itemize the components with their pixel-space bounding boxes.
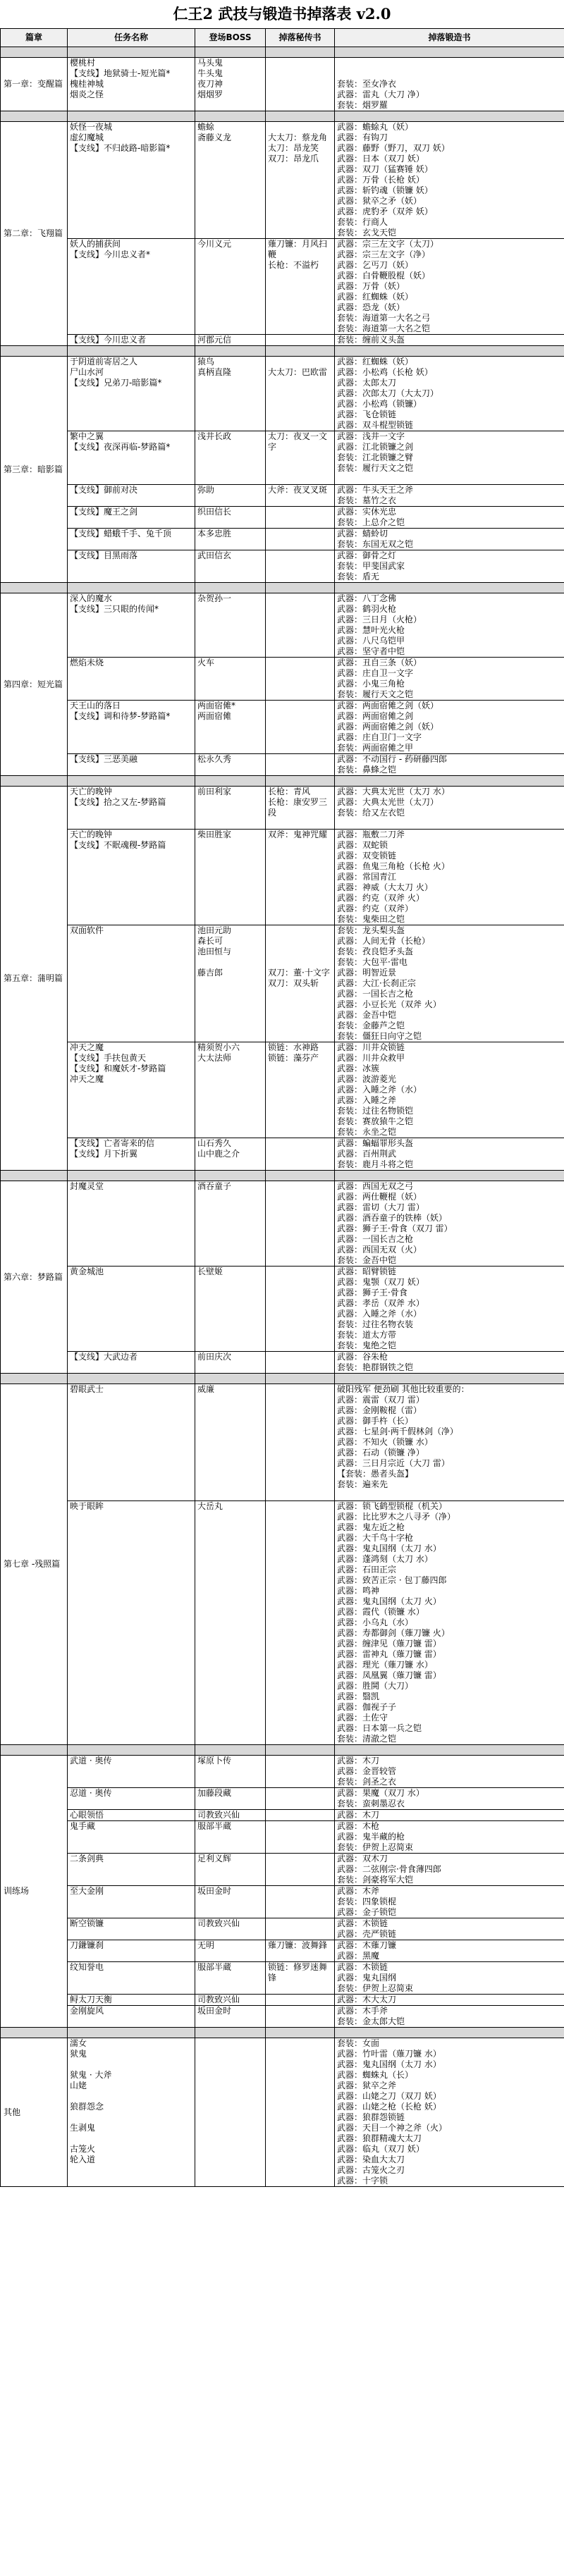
boss-cell: 织田信长	[195, 507, 266, 529]
mission-cell: 濡女 狱鬼 狱鬼 · 大斧 山姥 狼群怨念 生剥鬼 古笼火 轮入道	[68, 2038, 195, 2187]
separator-cell	[335, 1745, 564, 1756]
secret-cell	[266, 701, 335, 754]
boss-cell: 大岳丸	[195, 1501, 266, 1745]
chapter-separator	[1, 47, 564, 58]
secret-cell	[266, 1810, 335, 1821]
boss-cell: 司教致兴仙	[195, 1995, 266, 2006]
separator-cell	[335, 47, 564, 58]
separator-cell	[266, 1374, 335, 1384]
mission-cell: 燃焰未烧	[68, 658, 195, 701]
secret-cell	[266, 1384, 335, 1501]
separator-cell	[1, 583, 68, 593]
boss-cell: 河郡元信	[195, 335, 266, 346]
header-mission: 任务名称	[68, 29, 195, 47]
secret-cell	[266, 1788, 335, 1810]
chapter-name: 第七章 -残照篇	[1, 1384, 68, 1745]
forge-cell: 武器：川井众锁链 武器：川井众救甲 武器：冰簇 武器：波游菱光 武器：入睡之斧（水） 武器：入睡之斧 套装：过往名物锁铠 套装：赛放猿牛之铠 套装：永坐之铠	[335, 1042, 564, 1138]
separator-cell	[335, 111, 564, 122]
secret-cell	[266, 1756, 335, 1788]
forge-cell: 武器：木刀 武器：金晋较管 套装：剑圣之衣	[335, 1756, 564, 1788]
forge-cell: 武器：宗三左文字（太刀） 武器：宗三左文字（净） 武器：乞丐刀（妖） 武器：白骨鞭股棍（妖） 武器：万骨（妖） 武器：红蜘蛛（妖） 武器：恐龙（妖） 套装：海道第一大名之弓 套装：海道第一大名之铠	[335, 239, 564, 335]
boss-cell: 池田元助 森长可 池田恒与 藤吉郎	[195, 925, 266, 1042]
table-row	[1, 550, 564, 583]
table-row	[1, 1962, 564, 1995]
table-row	[1, 658, 564, 701]
separator-cell	[195, 1171, 266, 1181]
mission-cell: 【支线】御前对决	[68, 485, 195, 507]
separator-cell	[1, 1171, 68, 1181]
mission-cell: 【支线】三恶美融	[68, 754, 195, 776]
forge-cell: 武器：木大太刀	[335, 1995, 564, 2006]
secret-cell: 锁链：修罗迷舞锋	[266, 1962, 335, 1995]
mission-cell: 二条剑典	[68, 1854, 195, 1886]
mission-cell: 至大金刚	[68, 1886, 195, 1918]
secret-cell: 大太刀：蔡龙角 太刀：昂龙笑 双刀：昂龙爪	[266, 122, 335, 239]
table-row	[1, 787, 564, 830]
forge-cell: 武器：蝙蝠罪形头盔 武器：百州荆武 套装：鹿月斗将之铠	[335, 1138, 564, 1171]
mission-cell: 双面软件	[68, 925, 195, 1042]
forge-cell: 武器：浅井一文字 武器：江北锁镰之剑 套装：江北锁镰之臂 套装：履行天文之铠	[335, 431, 564, 485]
table-row	[1, 1352, 564, 1374]
secret-cell	[266, 58, 335, 111]
boss-cell: 杂贺孙一	[195, 593, 266, 658]
forge-cell: 武器：木手斧 套装：金太郎大铠	[335, 2006, 564, 2028]
mission-cell: 鬼手藏	[68, 1821, 195, 1854]
boss-cell: 前田利家	[195, 787, 266, 830]
separator-cell	[1, 776, 68, 787]
header-chapter: 篇章	[1, 29, 68, 47]
mission-cell: 于阴道前寄居之人 尸山水河 【支线】兄弟刀-暗影篇*	[68, 357, 195, 431]
mission-cell: 鲟太刀天衡	[68, 1995, 195, 2006]
secret-cell	[266, 658, 335, 701]
table-row	[1, 529, 564, 550]
secret-cell: 锁链：水神路 锁链：藻芬产	[266, 1042, 335, 1138]
mission-cell: 【支线】大武边者	[68, 1352, 195, 1374]
separator-cell	[335, 2028, 564, 2038]
table-row	[1, 830, 564, 925]
chapter-name: 第四章：短光篇	[1, 593, 68, 776]
chapter-name: 第二章：飞翔篇	[1, 122, 68, 346]
separator-cell	[1, 47, 68, 58]
secret-cell	[266, 550, 335, 583]
separator-cell	[195, 776, 266, 787]
separator-cell	[68, 1745, 195, 1756]
mission-cell: 心眼领悟	[68, 1810, 195, 1821]
separator-cell	[68, 47, 195, 58]
chapter-name: 训练场	[1, 1756, 68, 2028]
table-row	[1, 507, 564, 529]
table-row	[1, 2006, 564, 2028]
separator-cell	[335, 346, 564, 357]
chapter-separator	[1, 2028, 564, 2038]
mission-cell: 封魔灵堂	[68, 1181, 195, 1267]
forge-cell: 武器：红蜘蛛（妖） 武器：小松鸡（长枪 妖） 武器：太郎太刀 武器：次郎太刀（大太刀） 武器：小松鸡（锁镰） 武器：飞仓锁链 武器：双斗棍型锁链	[335, 357, 564, 431]
chapter-name: 第五章：蒲明篇	[1, 787, 68, 1171]
separator-cell	[1, 346, 68, 357]
secret-cell: 薙刀镰：月风扫鞭 长枪：不溢朽	[266, 239, 335, 335]
separator-cell	[68, 776, 195, 787]
boss-cell: 马头鬼 牛头鬼 夜刀神 烟烟罗	[195, 58, 266, 111]
separator-cell	[68, 1374, 195, 1384]
secret-cell	[266, 1138, 335, 1171]
boss-cell	[195, 2038, 266, 2187]
boss-cell: 两面宿傩* 两面宿傩	[195, 701, 266, 754]
forge-cell: 武器：昭臂锁链 武器：鬼颚（双刀 妖） 武器：狮子王·骨食 武器：孝岳（双斧 水） 武器：入睡之斧（水） 套装：过往名物衣装 套装：道太方带 套装：鬼绝之铠	[335, 1267, 564, 1352]
table-row	[1, 485, 564, 507]
table-row	[1, 58, 564, 111]
table-row	[1, 2038, 564, 2187]
boss-cell: 无明	[195, 1940, 266, 1962]
separator-cell	[266, 111, 335, 122]
header-boss: 登场BOSS	[195, 29, 266, 47]
page-title: 仁王2 武技与锻造书掉落表 v2.0	[173, 5, 391, 23]
forge-cell: 武器：丑自三条（妖） 武器：庄自卫一文字 武器：小鬼三角枪 套装：履行天文之铠	[335, 658, 564, 701]
table-row	[1, 1267, 564, 1352]
forge-cell: 武器：果魔（双刀 水） 套装：蛮刺墨忍衣	[335, 1788, 564, 1810]
forge-cell: 武器：木枪 武器：鬼半藏的枪 套装：伊贺上忍简束	[335, 1821, 564, 1854]
chapter-name: 第三章：暗影篇	[1, 357, 68, 583]
boss-cell: 服部半蔵	[195, 1962, 266, 1995]
forge-cell: 套装：龙头梨头盔 武器：人间无骨（长枪） 套装：孜良铠矛头盔 套装：大包平·雷电 武器：明智近景 武器：大江·长刹正宗 武器：一国长吉之枪 武器：小豆长光（双斧 火） 武器：金吾中铠 套装：金藤芦之铠 套装：僵狂日向守之铠	[335, 925, 564, 1042]
separator-cell	[195, 111, 266, 122]
table-row	[1, 1918, 564, 1940]
forge-cell: 武器：不动国行 - 药研藤四郎 套装：鼻蜂之铠	[335, 754, 564, 776]
table-row	[1, 335, 564, 346]
forge-cell: 武器：西国无双之弓 武器：两仕鞭棍（妖） 武器：雷切（大刀 雷） 武器：酒吞童子的铁棒（妖） 武器：狮子王·骨食（双刀 雷） 武器：一国长吉之枪 武器：西国无双（火） 套装：金吾中铠	[335, 1181, 564, 1267]
forge-cell: 套装：至女净衣 武器：雷丸（大刀 净） 套装：烟罗羅	[335, 58, 564, 111]
secret-cell: 薙刀镰：波舞鋒	[266, 1940, 335, 1962]
separator-cell	[335, 1374, 564, 1384]
separator-cell	[195, 346, 266, 357]
separator-cell	[266, 346, 335, 357]
mission-cell: 冲天之魔 【支线】手扶包黄天 【支线】和魔妖才-梦路篇 冲天之魔	[68, 1042, 195, 1138]
secret-cell	[266, 1181, 335, 1267]
boss-cell: 本多忠胜	[195, 529, 266, 550]
mission-cell: 【支线】亡者寄来的信 【支线】月下折翼	[68, 1138, 195, 1171]
separator-cell	[1, 111, 68, 122]
table-row	[1, 122, 564, 239]
chapter-separator	[1, 346, 564, 357]
boss-cell: 威廉	[195, 1384, 266, 1501]
chapter-separator	[1, 111, 564, 122]
forge-cell: 武器：蜻蛉切 套装：东国无双之铠	[335, 529, 564, 550]
mission-cell: 金刚旋风	[68, 2006, 195, 2028]
mission-cell: 忍道 · 奥传	[68, 1788, 195, 1810]
table-row	[1, 1384, 564, 1501]
forge-cell: 武器：木锁链 武器：壳严锁链	[335, 1918, 564, 1940]
separator-cell	[68, 1171, 195, 1181]
separator-cell	[335, 583, 564, 593]
chapter-name: 第一章：变醒篇	[1, 58, 68, 111]
forge-cell: 武器：木锁链 武器：鬼丸国纲 套装：伊贺上忍简束	[335, 1962, 564, 1995]
separator-cell	[68, 583, 195, 593]
mission-cell: 妖人的捕获间 【支线】今川忠义者*	[68, 239, 195, 335]
mission-cell: 天亡的晚钟 【支线】不眠魂稷-梦路篇	[68, 830, 195, 925]
boss-cell: 武田信玄	[195, 550, 266, 583]
mission-cell: 刀鎌镰刹	[68, 1940, 195, 1962]
chapter-separator	[1, 1745, 564, 1756]
table-row	[1, 431, 564, 485]
boss-cell: 服部半蔵	[195, 1821, 266, 1854]
mission-cell: 天王山的落日 【支线】调和待梦-梦路篇*	[68, 701, 195, 754]
drop-table	[0, 28, 564, 2187]
secret-cell	[266, 1886, 335, 1918]
boss-cell: 坂田金时	[195, 1886, 266, 1918]
table-row	[1, 1940, 564, 1962]
separator-cell	[68, 346, 195, 357]
mission-cell: 【支线】魔王之剑	[68, 507, 195, 529]
separator-cell	[266, 2028, 335, 2038]
mission-cell: 碧眼武士	[68, 1384, 195, 1501]
forge-cell: 武器：牛头天王之斧 套装：墓竹之衣	[335, 485, 564, 507]
separator-cell	[195, 1745, 266, 1756]
forge-cell: 武器：御骨之灯 套装：甲斐国武家 套装：盾无	[335, 550, 564, 583]
secret-cell: 太刀：夜叉一文字	[266, 431, 335, 485]
forge-cell: 武器：八丁念佛 武器：鹤羽火枪 武器：三日月（火枪） 武器：慧叶光火枪 武器：八尺乌铠甲 武器：坚守者中铠	[335, 593, 564, 658]
forge-cell: 武器：两面宿傩之剑（妖） 武器：两面宿傩之剑 武器：两面宿傩之剑（妖） 武器：庄自卫门一文字 套装：两面宿傩之甲	[335, 701, 564, 754]
mission-cell: 深入的魔水 【支线】三只眼的传闻*	[68, 593, 195, 658]
forge-cell: 套装：缠前义头盔	[335, 335, 564, 346]
table-row	[1, 1138, 564, 1171]
table-row	[1, 1788, 564, 1810]
secret-cell: 双刀：董·十文字 双刀：双头斩	[266, 925, 335, 1042]
separator-cell	[335, 776, 564, 787]
forge-cell: 武器：蟾蜍丸（妖） 武器：有钩刀 武器：藤野（野刀，双刀 妖） 武器：日本（双刀 妖） 武器：双刀（猛赛锤 妖） 武器：万骨（长枪 妖） 武器：斩钓魂（锁镰 妖） 武器：狱卒之矛（妖） 武器：虎豹矛（双斧 妖） 套装：行商人 套装：玄戈天铠	[335, 122, 564, 239]
separator-cell	[68, 111, 195, 122]
secret-cell: 大太刀：巴欧雷	[266, 357, 335, 431]
table-row	[1, 1756, 564, 1788]
forge-cell: 武器：实休光忠 套装：上总介之铠	[335, 507, 564, 529]
mission-cell: 黄金城池	[68, 1267, 195, 1352]
secret-cell	[266, 1995, 335, 2006]
secret-cell: 双斧：鬼神咒耀	[266, 830, 335, 925]
header-row	[1, 29, 564, 47]
secret-cell	[266, 529, 335, 550]
table-row	[1, 701, 564, 754]
forge-cell: 武器：大典太光世（太刀 水） 武器：大典太光世（太刀） 套装：给又左衣铠	[335, 787, 564, 830]
table-row	[1, 593, 564, 658]
forge-cell: 套装：女面 武器：竹叶雷（薙刀镰 水） 武器：鬼丸国纲（太刀 水） 武器：蜘蛛丸（长） 武器：狱卒之斧 武器：山姥之刀（双刀 妖） 武器：山姥之枪（长枪 妖） 武器：狼群怨锁链 武器：天目一个神之斧（火） 武器：狼群精魂大太刀 武器：临丸（双刀 妖） 武器：染血大太刀 武器：古笼火之刃 武器：十字锁	[335, 2038, 564, 2187]
boss-cell: 前田庆次	[195, 1352, 266, 1374]
boss-cell: 司教致兴仙	[195, 1918, 266, 1940]
forge-cell: 武器：双木刀 武器：二弦刚宗·骨食薄四郎 套装：剑豪将军大铠	[335, 1854, 564, 1886]
boss-cell: 火车	[195, 658, 266, 701]
secret-cell	[266, 593, 335, 658]
secret-cell: 大斧：夜叉叉斑	[266, 485, 335, 507]
separator-cell	[195, 47, 266, 58]
mission-cell: 妖怪一夜城 虚幻魔城 【支线】不归歧路-暗影篇*	[68, 122, 195, 239]
table-row	[1, 1501, 564, 1745]
forge-cell: 武器：木斧 套装：四象锁棍 武器：金子锁铠	[335, 1886, 564, 1918]
chapter-separator	[1, 1171, 564, 1181]
secret-cell	[266, 1267, 335, 1352]
mission-cell: 武道 · 奥传	[68, 1756, 195, 1788]
mission-cell: 【支线】目黑雨落	[68, 550, 195, 583]
mission-cell: 【支线】蜡蛾千手、兔千顶	[68, 529, 195, 550]
header-secret: 掉落秘传书	[266, 29, 335, 47]
separator-cell	[335, 1171, 564, 1181]
table-row	[1, 1886, 564, 1918]
boss-cell: 塚原卜传	[195, 1756, 266, 1788]
boss-cell: 足利义辉	[195, 1854, 266, 1886]
header-forge: 掉落锻造书	[335, 29, 564, 47]
secret-cell	[266, 1854, 335, 1886]
boss-cell: 今川义元	[195, 239, 266, 335]
secret-cell: 长枪：青风 长枪：康安罗三段	[266, 787, 335, 830]
table-row	[1, 1821, 564, 1854]
mission-cell: 繁中之翼 【支线】夜深再临-梦路篇*	[68, 431, 195, 485]
forge-cell: 破阳残军 便劲刷 其他比较重要的： 武器：震雷（双刀 雷） 武器：金刚鞍棍（雷） 武器：御手杵（长） 武器：七星剑·两千假林剑（净） 武器：不知火（锁镰 水） 武器：石动（锁镰 净） 武器：三日月宗近（大刀 雷） 【套装：愚者头盔】 套装：遍来先	[335, 1384, 564, 1501]
boss-cell: 蟾蜍 斋藤义龙	[195, 122, 266, 239]
secret-cell	[266, 1352, 335, 1374]
chapter-name: 第六章：梦路篇	[1, 1181, 68, 1374]
forge-cell: 武器：木刀	[335, 1810, 564, 1821]
separator-cell	[1, 1374, 68, 1384]
secret-cell	[266, 1821, 335, 1854]
secret-cell	[266, 1501, 335, 1745]
separator-cell	[1, 2028, 68, 2038]
table-row	[1, 1995, 564, 2006]
chapter-separator	[1, 583, 564, 593]
boss-cell: 加藤段藏	[195, 1788, 266, 1810]
boss-cell: 浅井长政	[195, 431, 266, 485]
separator-cell	[68, 2028, 195, 2038]
secret-cell	[266, 335, 335, 346]
boss-cell: 酒吞童子	[195, 1181, 266, 1267]
separator-cell	[266, 1745, 335, 1756]
boss-cell: 弥助	[195, 485, 266, 507]
secret-cell	[266, 2038, 335, 2187]
separator-cell	[266, 47, 335, 58]
table-row	[1, 357, 564, 431]
mission-cell: 天亡的晚钟 【支线】拾之又左-梦路篇	[68, 787, 195, 830]
boss-cell: 松永久秀	[195, 754, 266, 776]
mission-cell: 樱桃村 【支线】地狱骑士-短光篇* 槐桂神城 烟炎之怪	[68, 58, 195, 111]
table-row	[1, 754, 564, 776]
table-row	[1, 1181, 564, 1267]
chapter-separator	[1, 776, 564, 787]
separator-cell	[195, 1374, 266, 1384]
chapter-separator	[1, 1374, 564, 1384]
forge-cell: 武器：瓶敷二刀斧 武器：双蛇锁 武器：双变锁链 武器：鱼鬼三角枪（长枪 火） 武器：常国青江 武器：神威（大太刀 火） 武器：约克（双斧 火） 武器：约克（双斧） 套装：鬼柴田之铠	[335, 830, 564, 925]
separator-cell	[266, 583, 335, 593]
table-row	[1, 1042, 564, 1138]
chapter-name: 其他	[1, 2038, 68, 2187]
secret-cell	[266, 507, 335, 529]
secret-cell	[266, 1918, 335, 1940]
forge-cell: 武器：锁飞鹤型锁棍（机关） 武器：比比罗木之八寻矛（净） 武器：鬼左近之枪 武器：大千鸟十字枪 武器：鬼丸国纲（太刀 水） 武器：蓬鸿刻（太刀 水） 武器：石田正宗 武器：致苦正宗 · 包丁藤四郎 武器：鸣神 武器：鬼丸国纲（太刀 火） 武器：霞代（锁镰 水） 武器：小乌丸（水） 武器：寿都御剑（薙刀镰 火） 武器：缠津见（薙刀镰 雷） 武器：雷神丸（薙刀镰 雷） 武器：理光（薙刀镰 水） 武器：凤凰翼（薙刀镰 雷） 武器：胜鬨（大刀） 武器：翳凯 武器：伽视子子 武器：土佐守 武器：日本第一兵之铠 套装：清澈之铠	[335, 1501, 564, 1745]
forge-cell: 武器：谷朱枪 套装：艳群钢铁之铠	[335, 1352, 564, 1374]
separator-cell	[266, 776, 335, 787]
separator-cell	[266, 1171, 335, 1181]
forge-cell: 武器：木薙刀镰 武器：黑魔	[335, 1940, 564, 1962]
mission-cell: 断空锁镰	[68, 1918, 195, 1940]
boss-cell: 山石秀久 山中鹿之介	[195, 1138, 266, 1171]
boss-cell: 长壁姬	[195, 1267, 266, 1352]
separator-cell	[1, 1745, 68, 1756]
mission-cell: 纹知誉电	[68, 1962, 195, 1995]
boss-cell: 坂田金时	[195, 2006, 266, 2028]
boss-cell: 精须贺小六 大太法师	[195, 1042, 266, 1138]
table-row	[1, 925, 564, 1042]
table-row	[1, 1854, 564, 1886]
secret-cell	[266, 2006, 335, 2028]
mission-cell: 【支线】今川忠义者	[68, 335, 195, 346]
boss-cell: 柴田胜家	[195, 830, 266, 925]
separator-cell	[195, 583, 266, 593]
mission-cell: 映于眼眸	[68, 1501, 195, 1745]
table-row	[1, 239, 564, 335]
table-row	[1, 1810, 564, 1821]
boss-cell: 司教致兴仙	[195, 1810, 266, 1821]
table-body	[1, 47, 564, 2187]
separator-cell	[195, 2028, 266, 2038]
boss-cell: 猿鸟 真柄直隆	[195, 357, 266, 431]
secret-cell	[266, 754, 335, 776]
